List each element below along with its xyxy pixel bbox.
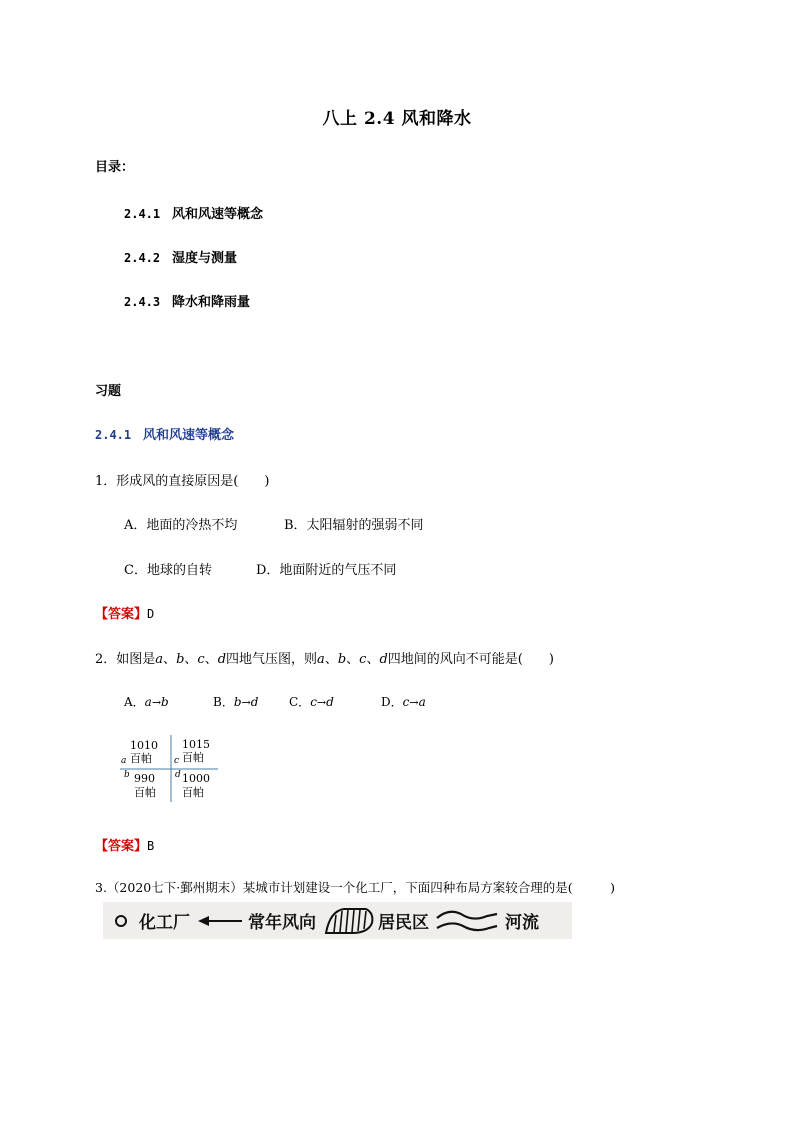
cell-a-letter: a xyxy=(121,756,127,766)
section-number: 2.4.1 xyxy=(95,428,132,442)
toc-item-number: 2.4.3 xyxy=(124,295,161,309)
option-to: d xyxy=(326,695,334,709)
letter-b: b xyxy=(176,652,185,667)
separator: 、 xyxy=(346,652,360,667)
page-title: 八上 2.4 风和降水 xyxy=(322,109,472,129)
q1-answer xyxy=(95,603,154,622)
q2-option-a xyxy=(124,693,169,710)
answer-value: D xyxy=(147,607,155,621)
option-from: a xyxy=(144,695,152,709)
arrow-icon: → xyxy=(409,696,419,709)
q1-option-c: C．地球的自转 xyxy=(124,563,212,578)
river-icon xyxy=(435,906,499,936)
answer-label: 【答案】 xyxy=(95,607,148,622)
q2-option-d xyxy=(381,693,426,710)
legend-wind-label: 常年风向 xyxy=(248,913,316,933)
letter-c: c xyxy=(359,652,367,667)
q2-option-c xyxy=(289,693,334,710)
cell-b-unit: 百帕 xyxy=(134,786,156,799)
arrow-icon: → xyxy=(241,696,251,709)
toc-item-2[interactable] xyxy=(124,247,237,266)
cell-c-unit: 百帕 xyxy=(182,751,204,764)
cell-a-value: 1010 xyxy=(130,739,158,752)
separator: 、 xyxy=(324,652,338,667)
map-legend-strip xyxy=(103,902,572,939)
option-to: d xyxy=(250,695,259,709)
cell-d-unit: 百帕 xyxy=(182,786,204,799)
letter-a: a xyxy=(155,652,164,667)
residential-area-icon xyxy=(322,905,376,937)
letter-b: b xyxy=(337,652,347,667)
cell-c-value: 1015 xyxy=(182,738,210,751)
letter-c: c xyxy=(197,652,205,667)
toc-heading: 目录： xyxy=(95,160,135,175)
option-label: A． xyxy=(124,695,145,709)
stem-text: 2．如图是 xyxy=(95,652,156,667)
option-from: c xyxy=(402,695,410,709)
toc-item-label: 湿度与测量 xyxy=(172,251,238,266)
toc-item-number: 2.4.1 xyxy=(124,207,161,221)
option-from: c xyxy=(310,695,317,709)
q1-option-b: B．太阳辐射的强弱不同 xyxy=(284,518,424,533)
q1-option-d: D．地面附近的气压不同 xyxy=(256,563,397,578)
option-label: D． xyxy=(381,695,403,709)
cell-a-unit: 百帕 xyxy=(130,752,152,765)
cell-b-letter: b xyxy=(124,770,130,780)
stem-text: 四地间的风向不可能是( ) xyxy=(387,652,554,667)
option-from: b xyxy=(233,695,242,709)
toc-item-3[interactable] xyxy=(124,291,250,310)
section-label: 风和风速等概念 xyxy=(143,428,235,443)
factory-circle-icon xyxy=(111,911,131,931)
q1-option-a: A．地面的冷热不均 xyxy=(124,518,238,533)
cell-b-value: 990 xyxy=(134,772,155,785)
q2-answer xyxy=(95,835,154,854)
legend-factory-label: 化工厂 xyxy=(139,913,190,933)
option-label: B． xyxy=(213,695,234,709)
letter-d: d xyxy=(379,652,388,667)
legend-river-label: 河流 xyxy=(505,913,539,933)
exercises-heading: 习题 xyxy=(95,384,122,399)
separator: 、 xyxy=(366,652,380,667)
wind-arrow-icon xyxy=(196,911,246,931)
q2-option-b xyxy=(213,693,258,710)
separator: 、 xyxy=(204,652,218,667)
letter-d: d xyxy=(217,652,227,667)
toc-item-1[interactable] xyxy=(124,203,263,222)
arrow-icon: → xyxy=(316,696,327,709)
answer-value: B xyxy=(147,839,155,853)
letter-a: a xyxy=(317,652,325,667)
arrow-icon: → xyxy=(151,696,162,709)
toc-item-number: 2.4.2 xyxy=(124,251,161,265)
question-1-stem: 1．形成风的直接原因是( ) xyxy=(95,474,270,489)
toc-item-label: 风和风速等概念 xyxy=(172,207,264,222)
stem-text: 四地气压图，则 xyxy=(226,652,318,667)
answer-label: 【答案】 xyxy=(95,839,148,854)
option-label: C． xyxy=(289,695,311,709)
toc-item-label: 降水和降雨量 xyxy=(172,295,251,310)
option-to: a xyxy=(418,695,426,709)
separator: 、 xyxy=(163,652,177,667)
pressure-map-figure xyxy=(118,734,220,804)
separator: 、 xyxy=(184,652,198,667)
exercise-section-heading xyxy=(95,424,234,443)
legend-residential-label: 居民区 xyxy=(378,913,429,933)
cell-d-value: 1000 xyxy=(182,772,210,785)
question-2-stem xyxy=(95,648,554,667)
cell-d-letter: d xyxy=(175,770,181,780)
cell-c-letter: c xyxy=(174,756,180,766)
question-3-stem: 3.（2020七下·鄞州期末）某城市计划建设一个化工厂，下面四种布局方案较合理的是( ) xyxy=(95,880,615,895)
option-to: b xyxy=(161,695,169,709)
